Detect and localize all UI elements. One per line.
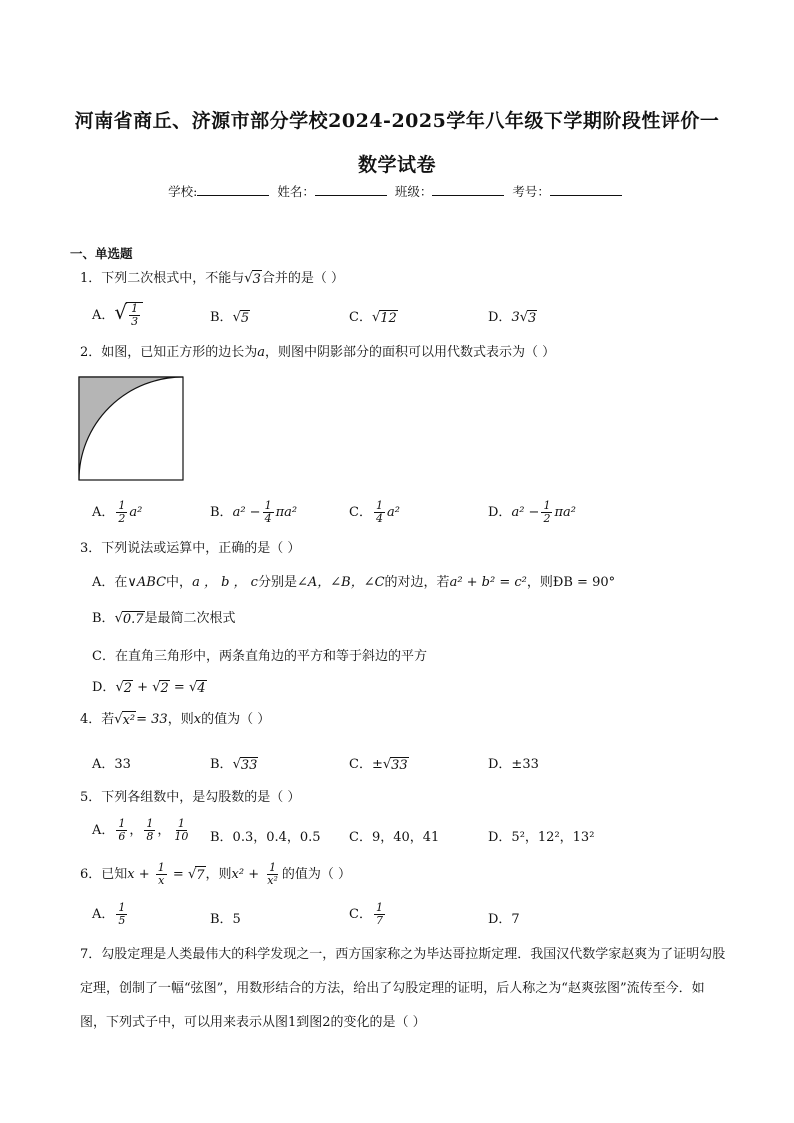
q1-option-b[interactable]: B． √ 5 (210, 310, 250, 326)
q3-option-c[interactable]: C．在直角三角形中，两条直角边的平方和等于斜边的平方 (92, 649, 427, 664)
q3-option-d[interactable]: D． √ 2 + √ 2 = √ 4 (92, 680, 206, 696)
page-subtitle: 数学试卷 (357, 154, 436, 176)
question-1: 1．下列二次根式中，不能与 √ 3 合并的是（ ） (80, 271, 344, 287)
q1-option-d[interactable]: D．3 √ 3 (488, 310, 537, 326)
student-info-line (0, 182, 794, 200)
q2-option-a[interactable]: A． $\frac{1}{2}$ a² (92, 499, 143, 525)
question-2: 2．如图，已知正方形的边长为a，则图中阴影部分的面积可以用代数式表示为（ ） (80, 345, 556, 360)
shaded-square-figure (78, 376, 186, 482)
question-3: 3．下列说法或运算中，正确的是（ ） (80, 541, 301, 556)
name-label: 姓名： (277, 184, 315, 199)
q6-option-b[interactable]: B．5 (210, 912, 241, 927)
page-title: 河南省商丘、济源市部分学校2024-2025学年八年级下学期阶段性评价一 (74, 110, 720, 132)
question-7: 7．勾股定理是人类最伟大的科学发现之一，西方国家称之为毕达哥拉斯定理．我国汉代数学家赵爽为了证明勾股定理，创制了一幅“弦图”，用数形结合的方法，给出了勾股定理的证明，后人称之为“赵爽弦图”流传至今．如图，下列式子中，可以用来表示从图1到图2的变化的是（ ） (80, 947, 726, 1030)
q2-option-b[interactable]: B．a² − $\frac{1}{4}$ πa² (210, 499, 298, 525)
question-6: 6．已知x + $\frac{1}{x}$ = √ 7 ，则x² + $\frac{1}{\text{x²}}$ 的值为（ ） (80, 861, 352, 887)
q5-option-b[interactable]: B．0.3，0.4，0.5 (210, 830, 321, 845)
q5-option-d[interactable]: D．5²，12²，13² (488, 830, 595, 845)
exam-no-label: 考号： (512, 184, 550, 199)
section-heading: 一、单选题 (70, 246, 133, 261)
question-4: 4．若 √ x² = 33，则x的值为（ ） (80, 712, 271, 728)
q1-option-c[interactable]: C． √ 12 (349, 310, 397, 326)
exam-no-blank[interactable] (550, 183, 622, 196)
name-blank[interactable] (315, 183, 387, 196)
sqrt-3: √ 3 (244, 271, 261, 287)
school-blank[interactable] (197, 183, 269, 196)
q4-option-b[interactable]: B． √ 33 (210, 757, 258, 773)
question-5: 5．下列各组数中，是勾股数的是（ ） (80, 790, 301, 805)
q2-option-c[interactable]: C． $\frac{1}{4}$ a² (349, 499, 400, 525)
q3-option-b[interactable]: B． √ 0.7 是最简二次根式 (92, 611, 236, 627)
q6-option-c[interactable]: C． $\frac{1}{7}$ (349, 901, 383, 927)
q5-option-a[interactable]: A． $\frac{1}{6}$ ， $\frac{1}{8}$ ， $\frac{1}{10}$ (92, 817, 189, 843)
q2-option-d[interactable]: D．a² − $\frac{1}{2}$ πa² (488, 499, 576, 525)
q4-option-c[interactable]: C．± √ 33 (349, 757, 408, 773)
q4-option-a[interactable]: A．33 (92, 757, 131, 772)
q3-option-a[interactable]: A．在∨ABC中，a ， b ， c分别是∠A，∠B，∠C的对边，若a² + b² = c²，则ÐB = 90° (92, 575, 616, 590)
q1-option-a[interactable]: A． √ $\frac{1}{3}$ (92, 302, 143, 328)
class-blank[interactable] (432, 183, 504, 196)
q6-option-a[interactable]: A． $\frac{1}{5}$ (92, 901, 126, 927)
q5-option-c[interactable]: C．9，40，41 (349, 830, 440, 845)
school-label: 学校: (168, 184, 198, 199)
q6-option-d[interactable]: D．7 (488, 912, 520, 927)
class-label: 班级： (394, 184, 433, 199)
q4-option-d[interactable]: D．±33 (488, 757, 539, 772)
